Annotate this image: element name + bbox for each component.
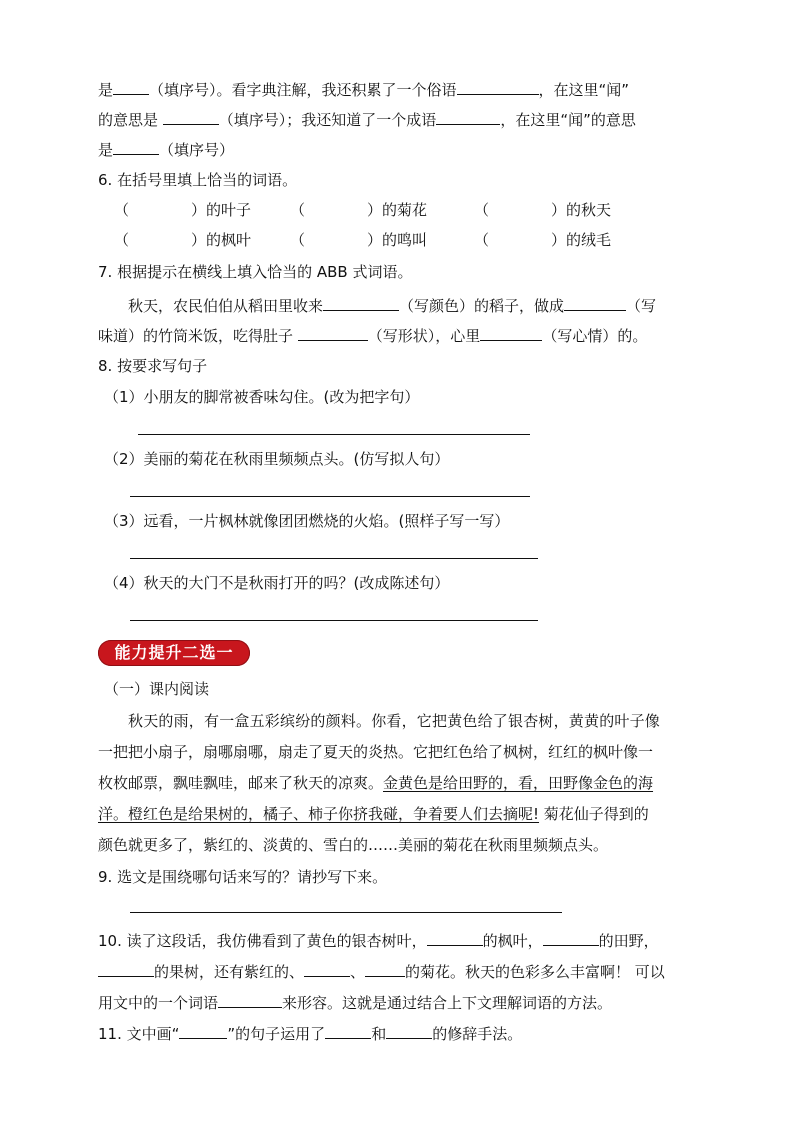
passage-line-1: 秋天的雨，有一盒五彩缤纷的颜料。你看，它把黄色给了银杏树，黄黄的叶子像 <box>128 712 661 730</box>
answer-blank[interactable] <box>323 294 399 311</box>
answer-blank[interactable] <box>298 324 368 341</box>
fill-line-1: 是 （填序号）。看字典注解，我还积累了一个俗语 ，在这里“闻” <box>98 78 629 100</box>
paren-blank: ） <box>191 201 207 219</box>
answer-blank[interactable] <box>427 929 483 946</box>
fill-line-3: 是 （填序号） <box>98 138 234 160</box>
passage-line-3: 枚枚邮票，飘哇飘哇，邮来了秋天的凉爽。金黄色是给田野的，看，田野像金色的海 <box>98 774 654 792</box>
question-6-title: 6. 在括号里填上恰当的词语。 <box>98 171 298 189</box>
q7-line-1: 秋天，农民伯伯从稻田里收来 （写颜色）的稻子，做成 （写 <box>128 294 656 316</box>
fill-line-2: 的意思是 （填序号）；我还知道了一个成语 ，在这里“闻”的意思 <box>98 108 636 130</box>
answer-line[interactable] <box>130 496 530 497</box>
answer-blank[interactable] <box>163 108 219 125</box>
answer-blank[interactable] <box>386 1022 432 1039</box>
answer-blank[interactable] <box>98 960 154 977</box>
paren-blank[interactable]: （ <box>114 201 130 219</box>
q6-row-1: （ ）的叶子 <box>114 201 252 219</box>
answer-blank[interactable] <box>325 1022 371 1039</box>
underlined-sentence: 洋。橙红色是给果树的，橘子、柿子你挤我碰，争着要人们去摘呢! <box>98 805 540 823</box>
answer-blank[interactable] <box>113 138 159 155</box>
answer-line[interactable] <box>130 558 538 559</box>
section-badge: 能力提升二选一 <box>98 640 250 666</box>
passage-line-4: 洋。橙红色是给果树的，橘子、柿子你挤我碰，争着要人们去摘呢! 菊花仙子得到的 <box>98 805 649 823</box>
question-8-title: 8. 按要求写句子 <box>98 357 208 375</box>
answer-blank[interactable] <box>113 78 149 95</box>
answer-blank[interactable] <box>179 1022 227 1039</box>
answer-blank[interactable] <box>365 960 405 977</box>
question-9-title: 9. 选文是围绕哪句话来写的？请抄写下来。 <box>98 868 388 886</box>
q6-row-1c: （ ）的秋天 <box>474 201 612 219</box>
answer-blank[interactable] <box>564 294 626 311</box>
q6-row-2b: （ ）的鸣叫 <box>290 231 428 249</box>
q10-line-1: 10. 读了这段话，我仿佛看到了黄色的银杏树叶， 的枫叶， 的田野， <box>98 929 659 951</box>
q6-row-2: （ ）的枫叶 <box>114 231 252 249</box>
question-7-title: 7. 根据提示在横线上填入恰当的 ABB 式词语。 <box>98 263 413 281</box>
answer-blank[interactable] <box>304 960 350 977</box>
q6-row-1b: （ ）的菊花 <box>290 201 428 219</box>
answer-blank[interactable] <box>480 324 542 341</box>
answer-line[interactable] <box>138 434 530 435</box>
answer-blank[interactable] <box>543 929 599 946</box>
answer-blank[interactable] <box>457 78 539 95</box>
q10-line-3: 用文中的一个词语 来形容。这就是通过结合上下文理解词语的方法。 <box>98 991 612 1013</box>
answer-line[interactable] <box>130 912 562 913</box>
passage-line-5: 颜色就更多了，紫红的、淡黄的、雪白的……美丽的菊花在秋雨里频频点头。 <box>98 836 609 854</box>
q8-item-3: （3）远看，一片枫林就像团团燃烧的火焰。(照样子写一写） <box>104 512 510 530</box>
q8-item-2: （2）美丽的菊花在秋雨里频频点头。(仿写拟人句） <box>104 450 450 468</box>
q6-row-2c: （ ）的绒毛 <box>474 231 612 249</box>
passage-line-2: 一把把小扇子，扇哪扇哪，扇走了夏天的炎热。它把红色给了枫树，红红的枫叶像一 <box>98 743 654 761</box>
answer-blank[interactable] <box>218 991 282 1008</box>
q7-line-2: 味道）的竹筒米饭，吃得肚子 （写形状），心里 （写心情）的。 <box>98 324 647 346</box>
answer-blank[interactable] <box>436 108 500 125</box>
section-subtitle: （一）课内阅读 <box>104 680 210 698</box>
q8-item-4: （4）秋天的大门不是秋雨打开的吗？(改成陈述句） <box>104 574 450 592</box>
answer-line[interactable] <box>130 620 538 621</box>
underlined-sentence: 金黄色是给田野的，看，田野像金色的海 <box>383 774 654 792</box>
q10-line-2: 的果树，还有紫红的、 、 的菊花。秋天的色彩多么丰富啊！ 可以 <box>98 960 665 982</box>
q11-line: 11. 文中画“ ”的句子运用了 和 的修辞手法。 <box>98 1022 522 1044</box>
q8-item-1: （1）小朋友的脚常被香味勾住。(改为把字句） <box>104 388 420 406</box>
